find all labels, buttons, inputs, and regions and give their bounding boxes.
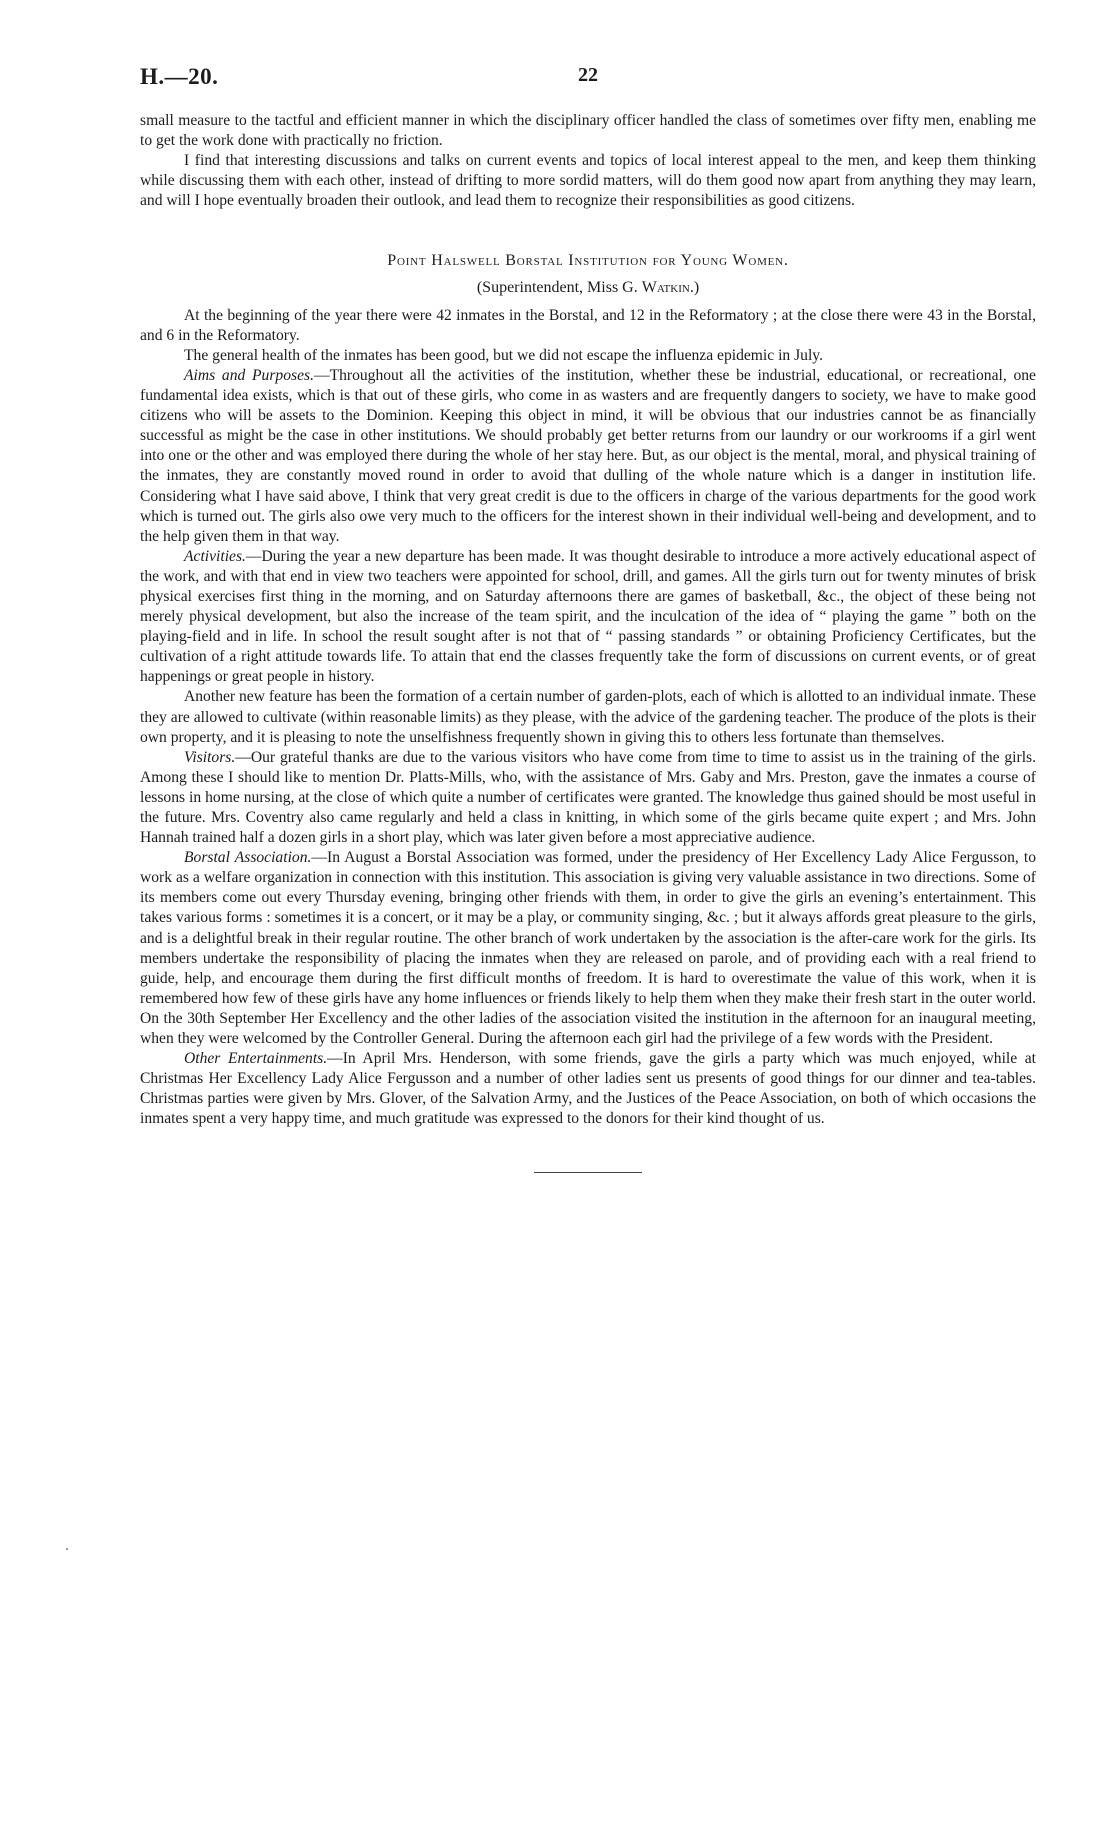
superintendent-name: Watkin [641, 278, 690, 296]
gardens-paragraph: Another new feature has been the formation of a certain number of garden-plots, each of which is allotted to an individual inmate. These they are allowed to cultivate (within reasonable limits) as they please, with the advice of the gardening teacher. The produce of the plots is their own property, and it is pleasing to note the unselfishness frequently shown in giving this to others less fortunate than themselves. [140, 688, 1036, 746]
margin-speck [66, 1548, 68, 1550]
document-reference: H.—20. [140, 64, 219, 89]
association-heading: Borstal Association. [184, 849, 312, 867]
visitors-paragraph [140, 748, 1036, 848]
body-text [140, 111, 1036, 1173]
aims-text: —Throughout all the activities of the institution, whether these be industrial, educational, or recreational, one fundamental idea exists, which is that out of these girls, who come in as wasters and are frequently dangers to society, we have to make good citizens who will be assets to the Dominion. Keeping this object in mind, it will be obvious that our industries cannot be as financially successful as might be the case in other institutions. We should probably get better returns from our laundry or our workrooms if a girl went into one or the other and was employed there during the whole of her stay here. But, as our object is the mental, moral, and physical training of the inmates, they are constantly moved round in order to avoid that dulling of the whole nature which is a danger in institution life. Considering what I have said above, I think that very great credit is due to the officers in charge of the various departments for the good work which is turned out. The girls also owe very much to the officers for the interest shown in their individual well-being and development, and to the help given them in that way. [140, 366, 1036, 545]
section-title: Point Halswell Borstal Institution for Young Women. [387, 252, 789, 270]
association-paragraph [140, 848, 1036, 1049]
association-text: —In August a Borstal Association was formed, under the presidency of Her Excellency Lady Alice Fergusson, to work as a welfare organization in connection with this institution. This association is giving very valuable assistance in two directions. Some of its members come out every Thursday evening, bringing other friends with them, in order to give the girls an evening’s entertainment. This takes various forms : sometimes it is a concert, or it may be a play, or community singing, &c. ; but it always affords great pleasure to the girls, and is a delightful break in their regular routine. The other branch of work undertaken by the association is the after-care work for the girls. Its members undertake the responsibility of placing the inmates when they are released on parole, and of providing each with a real friend to guide, help, and encourage them during the first difficult months of freedom. It is hard to overestimate the value of this work, when it is remembered how few of these girls have any home influences or friends likely to help them when they make their fresh start in the outer world. On the 30th September Her Excellency and the other ladies of the association visited the institution in the afternoon for an inaugural meeting, when they were welcomed by the Controller General. During the afternoon each girl had the privilege of a few words with the President. [140, 849, 1036, 1048]
intro-continued-paragraph: small measure to the tactful and efficient manner in which the disciplinary officer handled the class of sometimes over fifty men, enabling me to get the work done with practically no friction. [140, 112, 1036, 150]
activities-paragraph [140, 547, 1036, 688]
aims-paragraph [140, 366, 1036, 547]
section-subtitle [140, 278, 1036, 298]
entertainments-text: —In April Mrs. Henderson, with some friends, gave the girls a party which was much enjoyed, while at Christmas Her Excellency Lady Alice Fergusson and a number of other ladies sent us presents of good things for our dinner and tea-tables. Christmas parties were given by Mrs. Glover, of the Salvation Army, and the Justices of the Peace Association, on both of which occasions the inmates spent a very happy time, and much gratitude was expressed to the donors for their kind thought of us. [140, 1050, 1037, 1128]
health-paragraph: The general health of the inmates has been good, but we did not escape the influenza epidemic in July. [184, 346, 823, 364]
running-head [140, 64, 1036, 98]
activities-heading: Activities. [184, 547, 246, 565]
inmates-paragraph: At the beginning of the year there were 42 inmates in the Borstal, and 12 in the Reformatory ; at the close there were 43 in the Borstal, and 6 in the Reformatory. [140, 306, 1036, 344]
intro-paragraph: I find that interesting discussions and talks on current events and topics of local interest appeal to the men, and keep them thinking while discussing them with each other, instead of drifting to more sordid matters, will do them good now apart from anything they may learn, and will I hope eventually broaden their outlook, and lead them to recognize their responsibilities as good citizens. [140, 152, 1036, 210]
subtitle-close: .) [689, 278, 700, 296]
entertainments-paragraph [140, 1049, 1036, 1129]
subtitle-open: (Superintendent, Miss G. [476, 278, 642, 296]
end-rule [534, 1172, 642, 1173]
activities-text: —During the year a new departure has been made. It was thought desirable to introduce a more actively educational aspect of the work, and with that end in view two teachers were appointed for school, drill, and games. All the girls turn out for twenty minutes of brisk physical exercises first thing in the morning, and on Saturday afternoons there are games of basketball, &c., the object of these being not merely physical development, but also the increase of the team spirit, and the inculcation of the idea of “ playing the game ” both on the playing-field and in life. In school the result sought after is not that of “ passing standards ” or obtaining Proficiency Certificates, but the cultivation of a right attitude towards life. To attain that end the classes frequently take the form of discussions on current events, or of great happenings or great people in history. [140, 547, 1036, 686]
aims-heading: Aims and Purposes. [184, 366, 314, 384]
page-number: 22 [578, 64, 598, 86]
visitors-heading: Visitors. [184, 748, 236, 766]
entertainments-heading: Other Entertainments. [184, 1050, 328, 1068]
visitors-text: —Our grateful thanks are due to the various visitors who have come from time to time to assist us in the training of the girls. Among these I should like to mention Dr. Platts-Mills, who, with the assistance of Mrs. Gaby and Mrs. Preston, gave the inmates a course of lessons in home nursing, at the close of which quite a number of certificates were granted. The knowledge thus gained should be most useful in the future. Mrs. Coventry also came regularly and held a class in knitting, in which some of the girls became quite expert ; and Mrs. John Hannah trained half a dozen girls in a short play, which was later given before a most appreciative audience. [140, 748, 1036, 847]
